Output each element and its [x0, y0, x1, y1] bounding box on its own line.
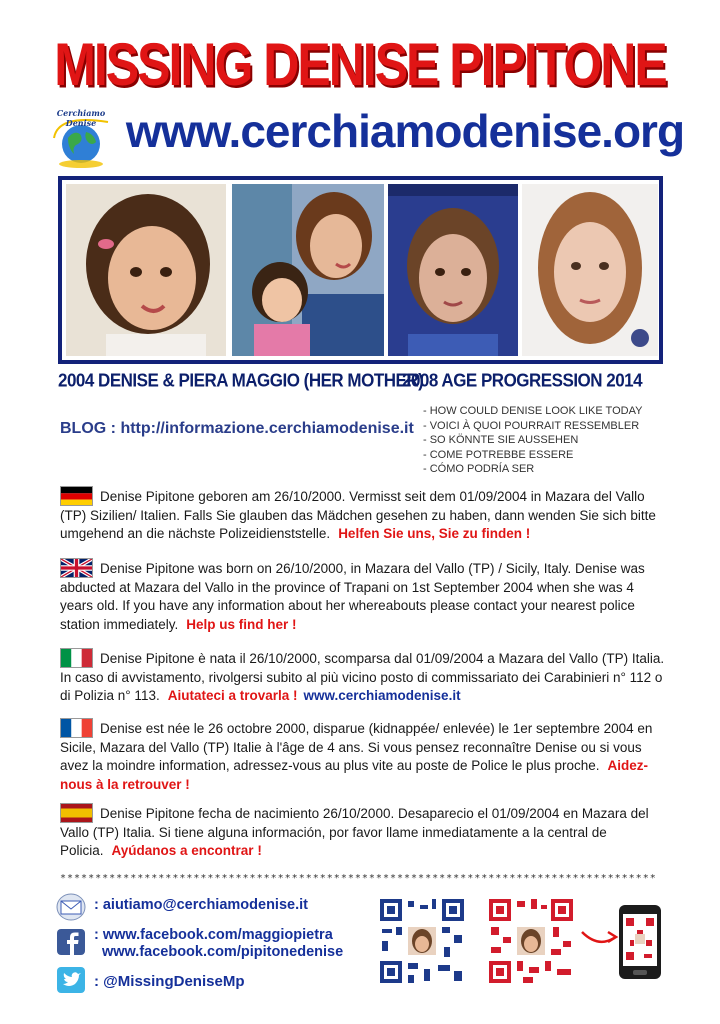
call-to-action: Helfen Sie uns, Sie zu finden ! [338, 526, 531, 541]
photo-age-progression-2014 [522, 184, 658, 356]
call-to-action: Ayúdanos a encontrar ! [111, 843, 262, 858]
logo-text: Cerchiamo Denise [56, 108, 106, 128]
call-to-action: Aidez-nous à la retrouver ! [60, 758, 649, 792]
website-link-inline[interactable]: www.cerchiamodenise.it [303, 688, 461, 703]
germany-flag-icon [60, 486, 93, 506]
france-flag-icon [60, 718, 93, 738]
paragraph-german [60, 486, 670, 544]
facebook-link[interactable]: : www.facebook.com/maggiopietra [94, 927, 333, 943]
age-progression-caption-list [423, 404, 642, 477]
email-link[interactable]: : aiutiamo@cerchiamodenise.it [94, 897, 308, 913]
facebook-link[interactable]: www.facebook.com/pipitonedenise [102, 944, 344, 960]
list-item: - COME POTREBBE ESSERE [423, 448, 574, 461]
smartphone-scanning-icon [618, 904, 662, 980]
facebook-links [94, 927, 343, 961]
list-item: - CÓMO PODRÍA SER [423, 463, 535, 476]
facebook-icon [56, 928, 86, 956]
page-title: MISSING DENISE PIPITONE [54, 31, 666, 99]
email-icon [56, 893, 86, 921]
call-to-action: Aiutateci a trovarla ! [167, 688, 298, 703]
paragraph-text: Denise Pipitone was born on 26/10/2000, in Mazara del Vallo (TP) / Sicily, Italy. Denise was abducted at Mazara del Vallo in the province of Trapani on 1st September 2004 when she was 4 years old. If you have any information about her whereabouts please contact your nearest police station immediately. [60, 561, 645, 632]
paragraph-text: Denise est née le 26 octobre 2000, disparue (kidnappée/ enlevée) le 1er septembre 2004 en Sicile, Mazara del Vallo (TP) Italie à l'âge de 4 ans. Si vous pensez reconnaître Denise ou si vous avez la moindre information, adressez-vous au plus vite au poste de Police le plus proche. [60, 721, 653, 773]
paragraph-text: Denise Pipitone geboren am 26/10/2000. Vermisst seit dem 01/09/2004 in Mazara del Vallo (TP) Sizilien/ Italien. Falls Sie glauben das Mädchen gesehen zu haben, dann wenden Sie sich bitte umgehend an die nächste Polizeidienststelle. [60, 489, 656, 541]
qr-code-blue[interactable] [378, 897, 466, 985]
photo-caption-left: 2004 DENISE & PIERA MAGGIO (HER MOTHER) [58, 370, 424, 391]
photo-caption-right: 2008 AGE PROGRESSION 2014 [402, 370, 643, 391]
list-item: - HOW COULD DENISE LOOK LIKE TODAY [423, 405, 643, 417]
italy-flag-icon [60, 648, 93, 668]
paragraph-spanish [60, 803, 670, 861]
uk-flag-icon [60, 558, 93, 578]
paragraph-italian [60, 648, 670, 706]
list-item: - VOICI À QUOI POURRAIT RESSEMBLER [423, 419, 640, 432]
twitter-icon [56, 966, 86, 994]
paragraph-text: Denise Pipitone fecha de nacimiento 26/10/2000. Desaparecio el 01/09/2004 en Mazara del Vallo (TP) Italia. Si tiene alguna información, por favor llame inmediatamente a la central de Policia. [60, 806, 649, 858]
photo-age-progression-2008 [388, 184, 518, 356]
photo-strip [58, 176, 663, 364]
paragraph-text: Denise Pipitone è nata il 26/10/2000, scomparsa dal 01/09/2004 a Mazara del Vallo (TP) Italia. In caso di avvistamento, rivolgersi subito al più vicino posto di commissariato dei Carabinieri n° 112 o di Polizia n° 113. [60, 651, 665, 703]
website-link[interactable]: www.cerchiamodenise.org [125, 105, 685, 157]
qr-code-red[interactable] [487, 897, 575, 985]
photo-denise-2004 [66, 184, 226, 356]
blog-link[interactable]: BLOG : http://informazione.cerchiamodenise.it [60, 420, 414, 437]
photo-denise-and-mother [232, 184, 384, 356]
paragraph-french [60, 718, 670, 794]
list-item: - SO KÖNNTE SIE AUSSEHEN [423, 434, 579, 447]
paragraph-english [60, 558, 670, 634]
divider: ************************************************************************************* [60, 873, 657, 884]
call-to-action: Help us find her ! [186, 616, 297, 632]
arrow-icon [580, 924, 620, 948]
twitter-handle[interactable]: : @MissingDeniseMp [94, 973, 245, 990]
spain-flag-icon [60, 803, 93, 823]
